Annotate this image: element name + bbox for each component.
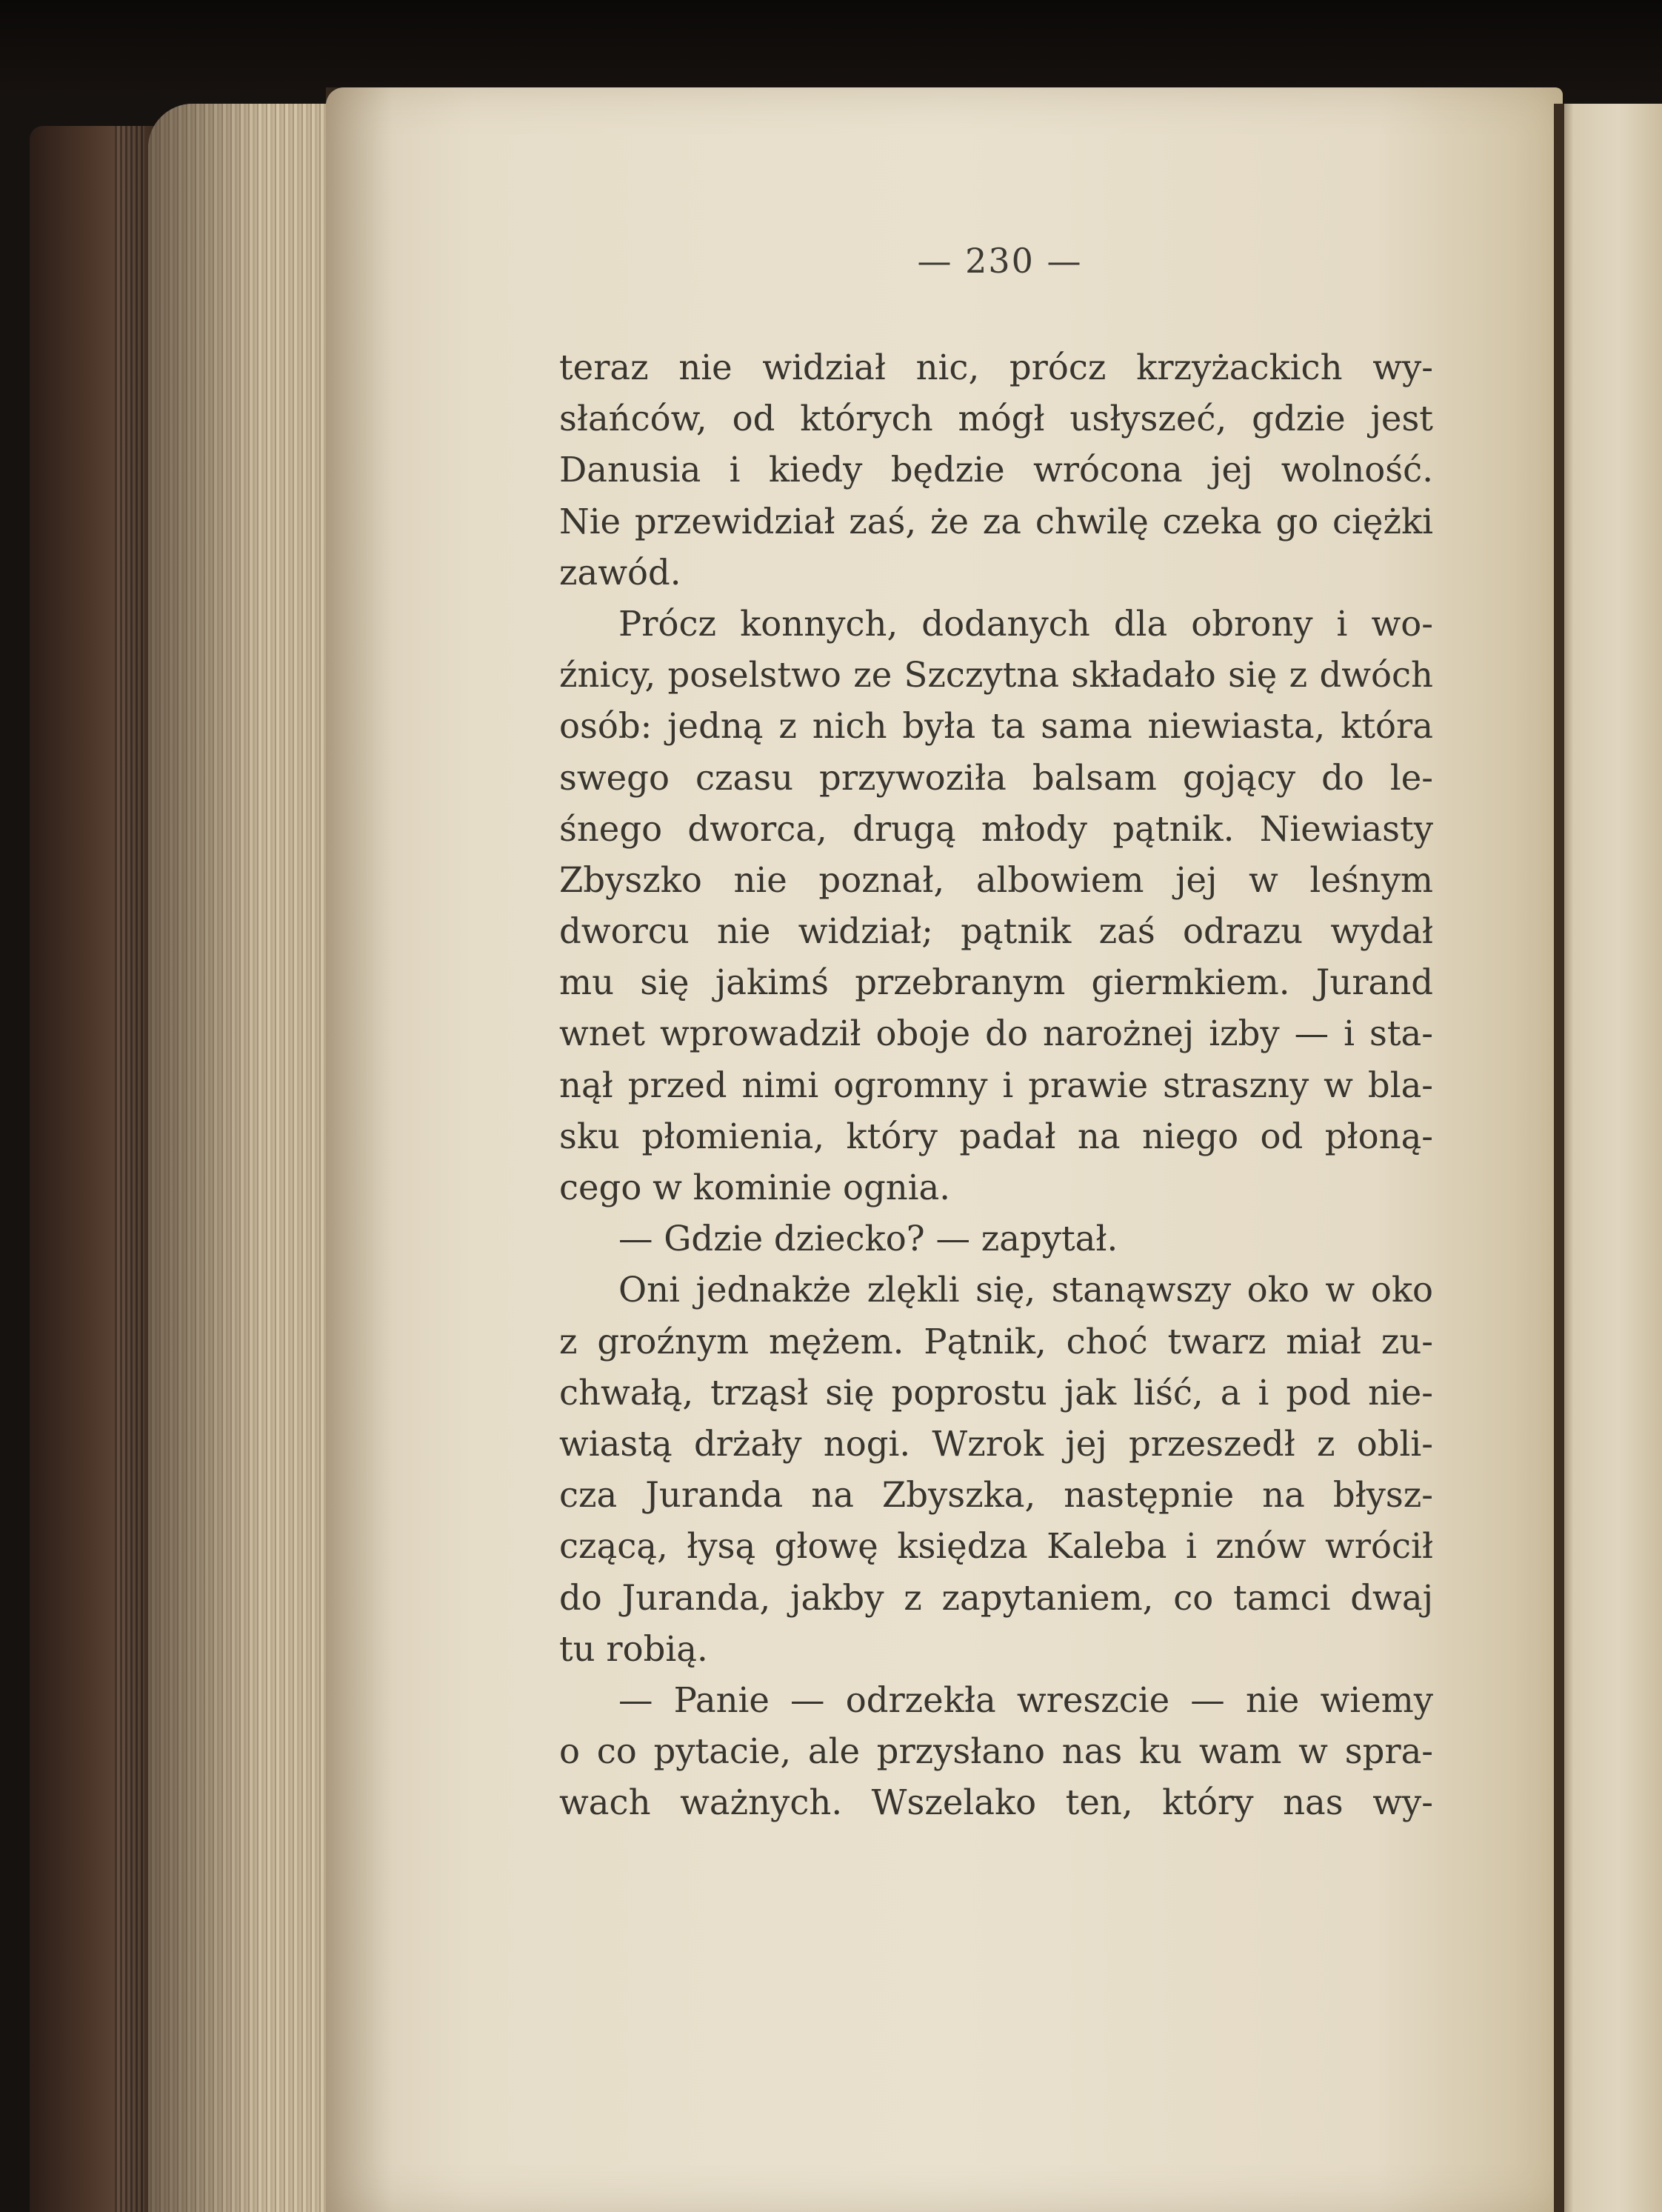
text-line: swego czasu przywoziła balsam gojący do le-	[559, 757, 1433, 798]
text-line: wiastą drżały nogi. Wzrok jej przeszedł z obli-	[559, 1423, 1433, 1464]
next-page-edge	[1554, 104, 1662, 2212]
text-line: osób: jedną z nich była ta sama niewiasta, która	[559, 706, 1433, 747]
text-line: z groźnym mężem. Pątnik, choć twarz miał zu-	[559, 1321, 1433, 1362]
page-number: — 230 —	[917, 241, 1083, 281]
text-line: źnicy, poselstwo ze Szczytna składało się z dwóch	[559, 655, 1433, 696]
text-line: czącą, łysą głowę księdza Kaleba i znów wrócił	[559, 1526, 1433, 1567]
text-line: sku płomienia, który padał na niego od płoną-	[559, 1116, 1433, 1156]
text-line: wach ważnych. Wszelako ten, który nas wy-	[559, 1782, 1433, 1823]
text-line: — Gdzie dziecko? — zapytał.	[618, 1219, 1118, 1259]
background-top	[0, 0, 1662, 96]
text-line: śnego dworca, drugą młody pątnik. Niewiasty	[559, 808, 1433, 849]
page-edges	[148, 104, 341, 2212]
text-line: teraz nie widział nic, prócz krzyżackich wy-	[559, 347, 1433, 387]
text-line: chwałą, trząsł się poprostu jak liść, a i pod nie-	[559, 1372, 1433, 1413]
text-line: cego w kominie ognia.	[559, 1167, 951, 1207]
text-line: dworcu nie widział; pątnik zaś odrazu wydał	[559, 911, 1433, 952]
text-line: Danusia i kiedy będzie wrócona jej wolność.	[559, 450, 1433, 490]
text-line: — Panie — odrzekła wreszcie — nie wiemy	[618, 1679, 1433, 1720]
text-line: Prócz konnych, dodanych dla obrony i wo-	[618, 603, 1433, 644]
text-line: nął przed nimi ogromny i prawie straszny w bla-	[559, 1065, 1433, 1105]
book-cover-left	[30, 126, 156, 2212]
text-line: Nie przewidział zaś, że za chwilę czeka go ciężki	[559, 501, 1433, 542]
text-line: słańców, od których mógł usłyszeć, gdzie jest	[559, 399, 1433, 439]
text-line: tu robią.	[559, 1628, 708, 1669]
text-line: do Juranda, jakby z zapytaniem, co tamci dwaj	[559, 1577, 1433, 1618]
text-line: mu się jakimś przebranym giermkiem. Jurand	[559, 962, 1433, 1003]
text-line: wnet wprowadził oboje do narożnej izby — i sta-	[559, 1013, 1433, 1054]
text-line: Oni jednakże zlękli się, stanąwszy oko w oko	[618, 1270, 1433, 1310]
text-line: zawód.	[559, 552, 681, 593]
text-line: o co pytacie, ale przysłano nas ku wam w spra-	[559, 1731, 1433, 1772]
text-line: Zbyszko nie poznał, albowiem jej w leśnym	[559, 859, 1433, 900]
text-line: cza Juranda na Zbyszka, następnie na błysz-	[559, 1475, 1433, 1516]
body-text	[559, 342, 1433, 1828]
